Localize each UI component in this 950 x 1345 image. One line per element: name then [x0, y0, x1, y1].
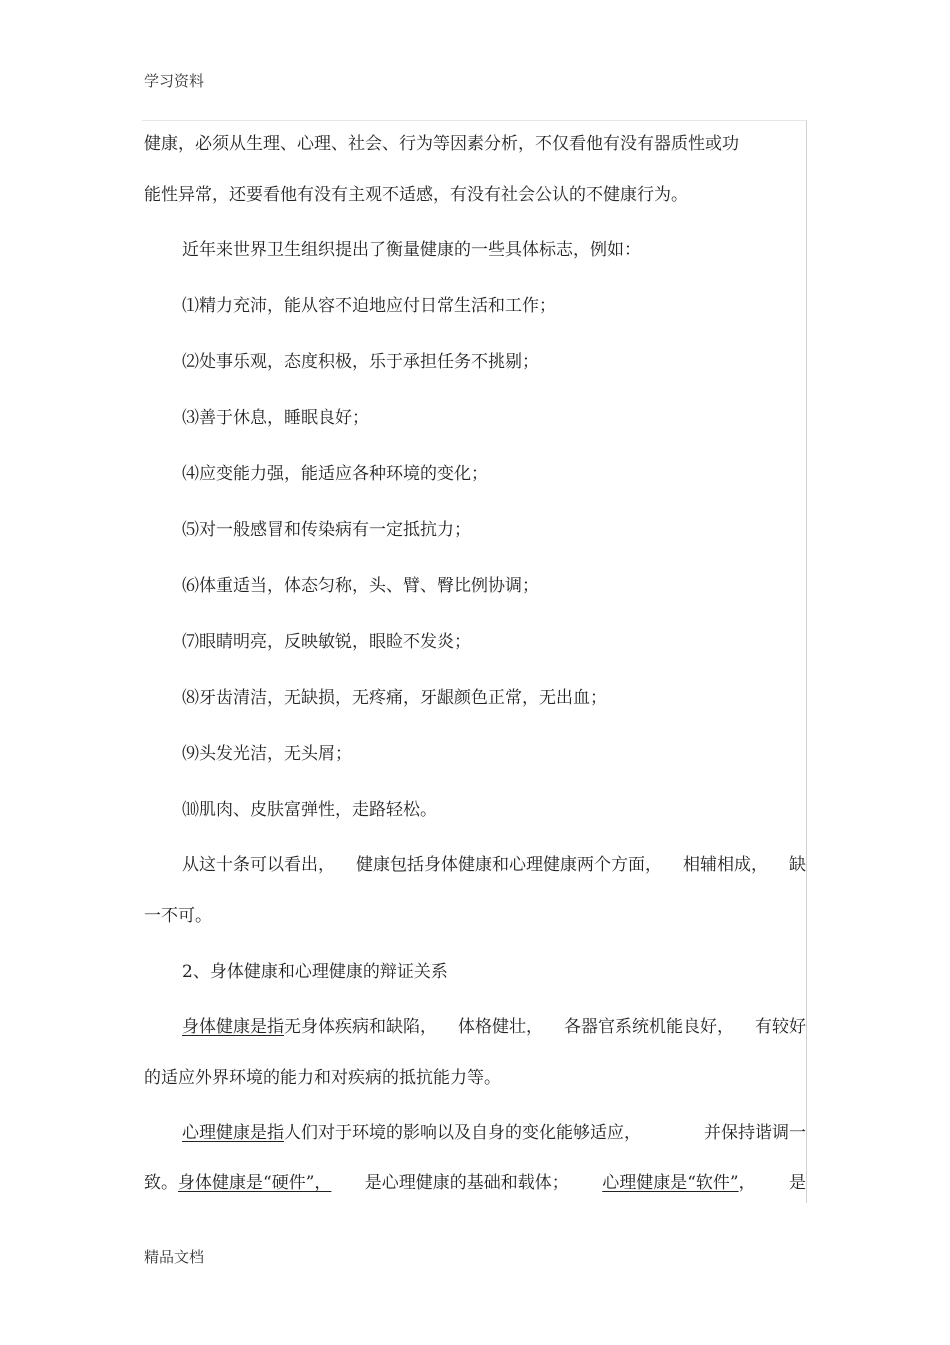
physical-segment: 各器官系统机能良好，	[564, 1017, 734, 1037]
line-start	[144, 1172, 331, 1194]
summary-segment: 缺	[789, 855, 806, 875]
list-item: ⑽肌肉、皮肤富弹性，走路轻松。	[182, 800, 437, 820]
page-header: 学习资料	[144, 72, 205, 90]
mental-segment: 并保持谐调一	[704, 1123, 806, 1143]
summary-segment: 相辅相成，	[683, 855, 768, 875]
summary-segment: 从这十条可以看出，	[182, 855, 335, 875]
mental-health-term: 心理健康是指	[182, 1123, 284, 1143]
page-footer: 精品文档	[144, 1248, 205, 1266]
summary-segment: 健康包括身体健康和心理健康两个方面，	[356, 855, 662, 875]
physical-health-line	[182, 1016, 806, 1038]
summary-line-2: 一不可。	[144, 906, 212, 926]
software-phrase-group	[602, 1172, 755, 1194]
summary-line	[182, 854, 806, 876]
mental-segment: 致。	[144, 1173, 178, 1193]
paragraph-line: 健康，必须从生理、心理、社会、行为等因素分析，不仅看他有没有器质性或功	[144, 134, 739, 154]
physical-health-line-2: 的适应外界环境的能力和对疾病的抵抗能力等。	[144, 1068, 501, 1088]
list-item: ⑷应变能力强，能适应各种环境的变化；	[182, 464, 488, 484]
mental-segment: 是心理健康的基础和载体；	[364, 1173, 569, 1193]
list-item: ⑸对一般感冒和传染病有一定抵抗力；	[182, 520, 471, 540]
mental-health-line-2	[144, 1172, 806, 1194]
mental-segment: 是	[789, 1173, 806, 1193]
content-frame	[142, 120, 807, 1203]
list-item: ⑼头发光洁，无头屑；	[182, 744, 352, 764]
list-item: ⑶善于休息，睡眠良好；	[182, 408, 369, 428]
physical-segment: 有较好	[755, 1017, 806, 1037]
list-item: ⑵处事乐观，态度积极，乐于承担任务不挑剔；	[182, 352, 539, 372]
section-heading: 2、身体健康和心理健康的辩证关系	[182, 962, 448, 982]
physical-definition-start	[182, 1016, 437, 1038]
physical-segment: 体格健壮，	[458, 1017, 543, 1037]
paragraph-line: 能性异常，还要看他有没有主观不适感，有没有社会公认的不健康行为。	[144, 185, 688, 205]
mental-health-line	[182, 1122, 806, 1144]
mental-segment: 人们对于环境的影响以及自身的变化能够适应，	[284, 1123, 641, 1143]
intro-paragraph: 近年来世界卫生组织提出了衡量健康的一些具体标志，例如：	[182, 240, 641, 260]
list-item: ⑹体重适当，体态匀称，头、臂、臀比例协调；	[182, 576, 539, 596]
list-item: ⑻牙齿清洁，无缺损，无疼痛，牙龈颜色正常，无出血；	[182, 688, 607, 708]
physical-segment: 无身体疾病和缺陷，	[284, 1017, 437, 1037]
physical-health-term: 身体健康是指	[182, 1017, 284, 1037]
list-item: ⑺眼睛明亮，反映敏锐，眼睑不发炎；	[182, 632, 471, 652]
mental-definition-start	[182, 1122, 641, 1144]
punctuation: ，	[738, 1173, 756, 1193]
list-item: ⑴精力充沛，能从容不迫地应付日常生活和工作；	[182, 296, 556, 316]
software-phrase: 心理健康是“软件”	[602, 1173, 739, 1193]
hardware-phrase: 身体健康是“硬件”，	[178, 1173, 332, 1193]
